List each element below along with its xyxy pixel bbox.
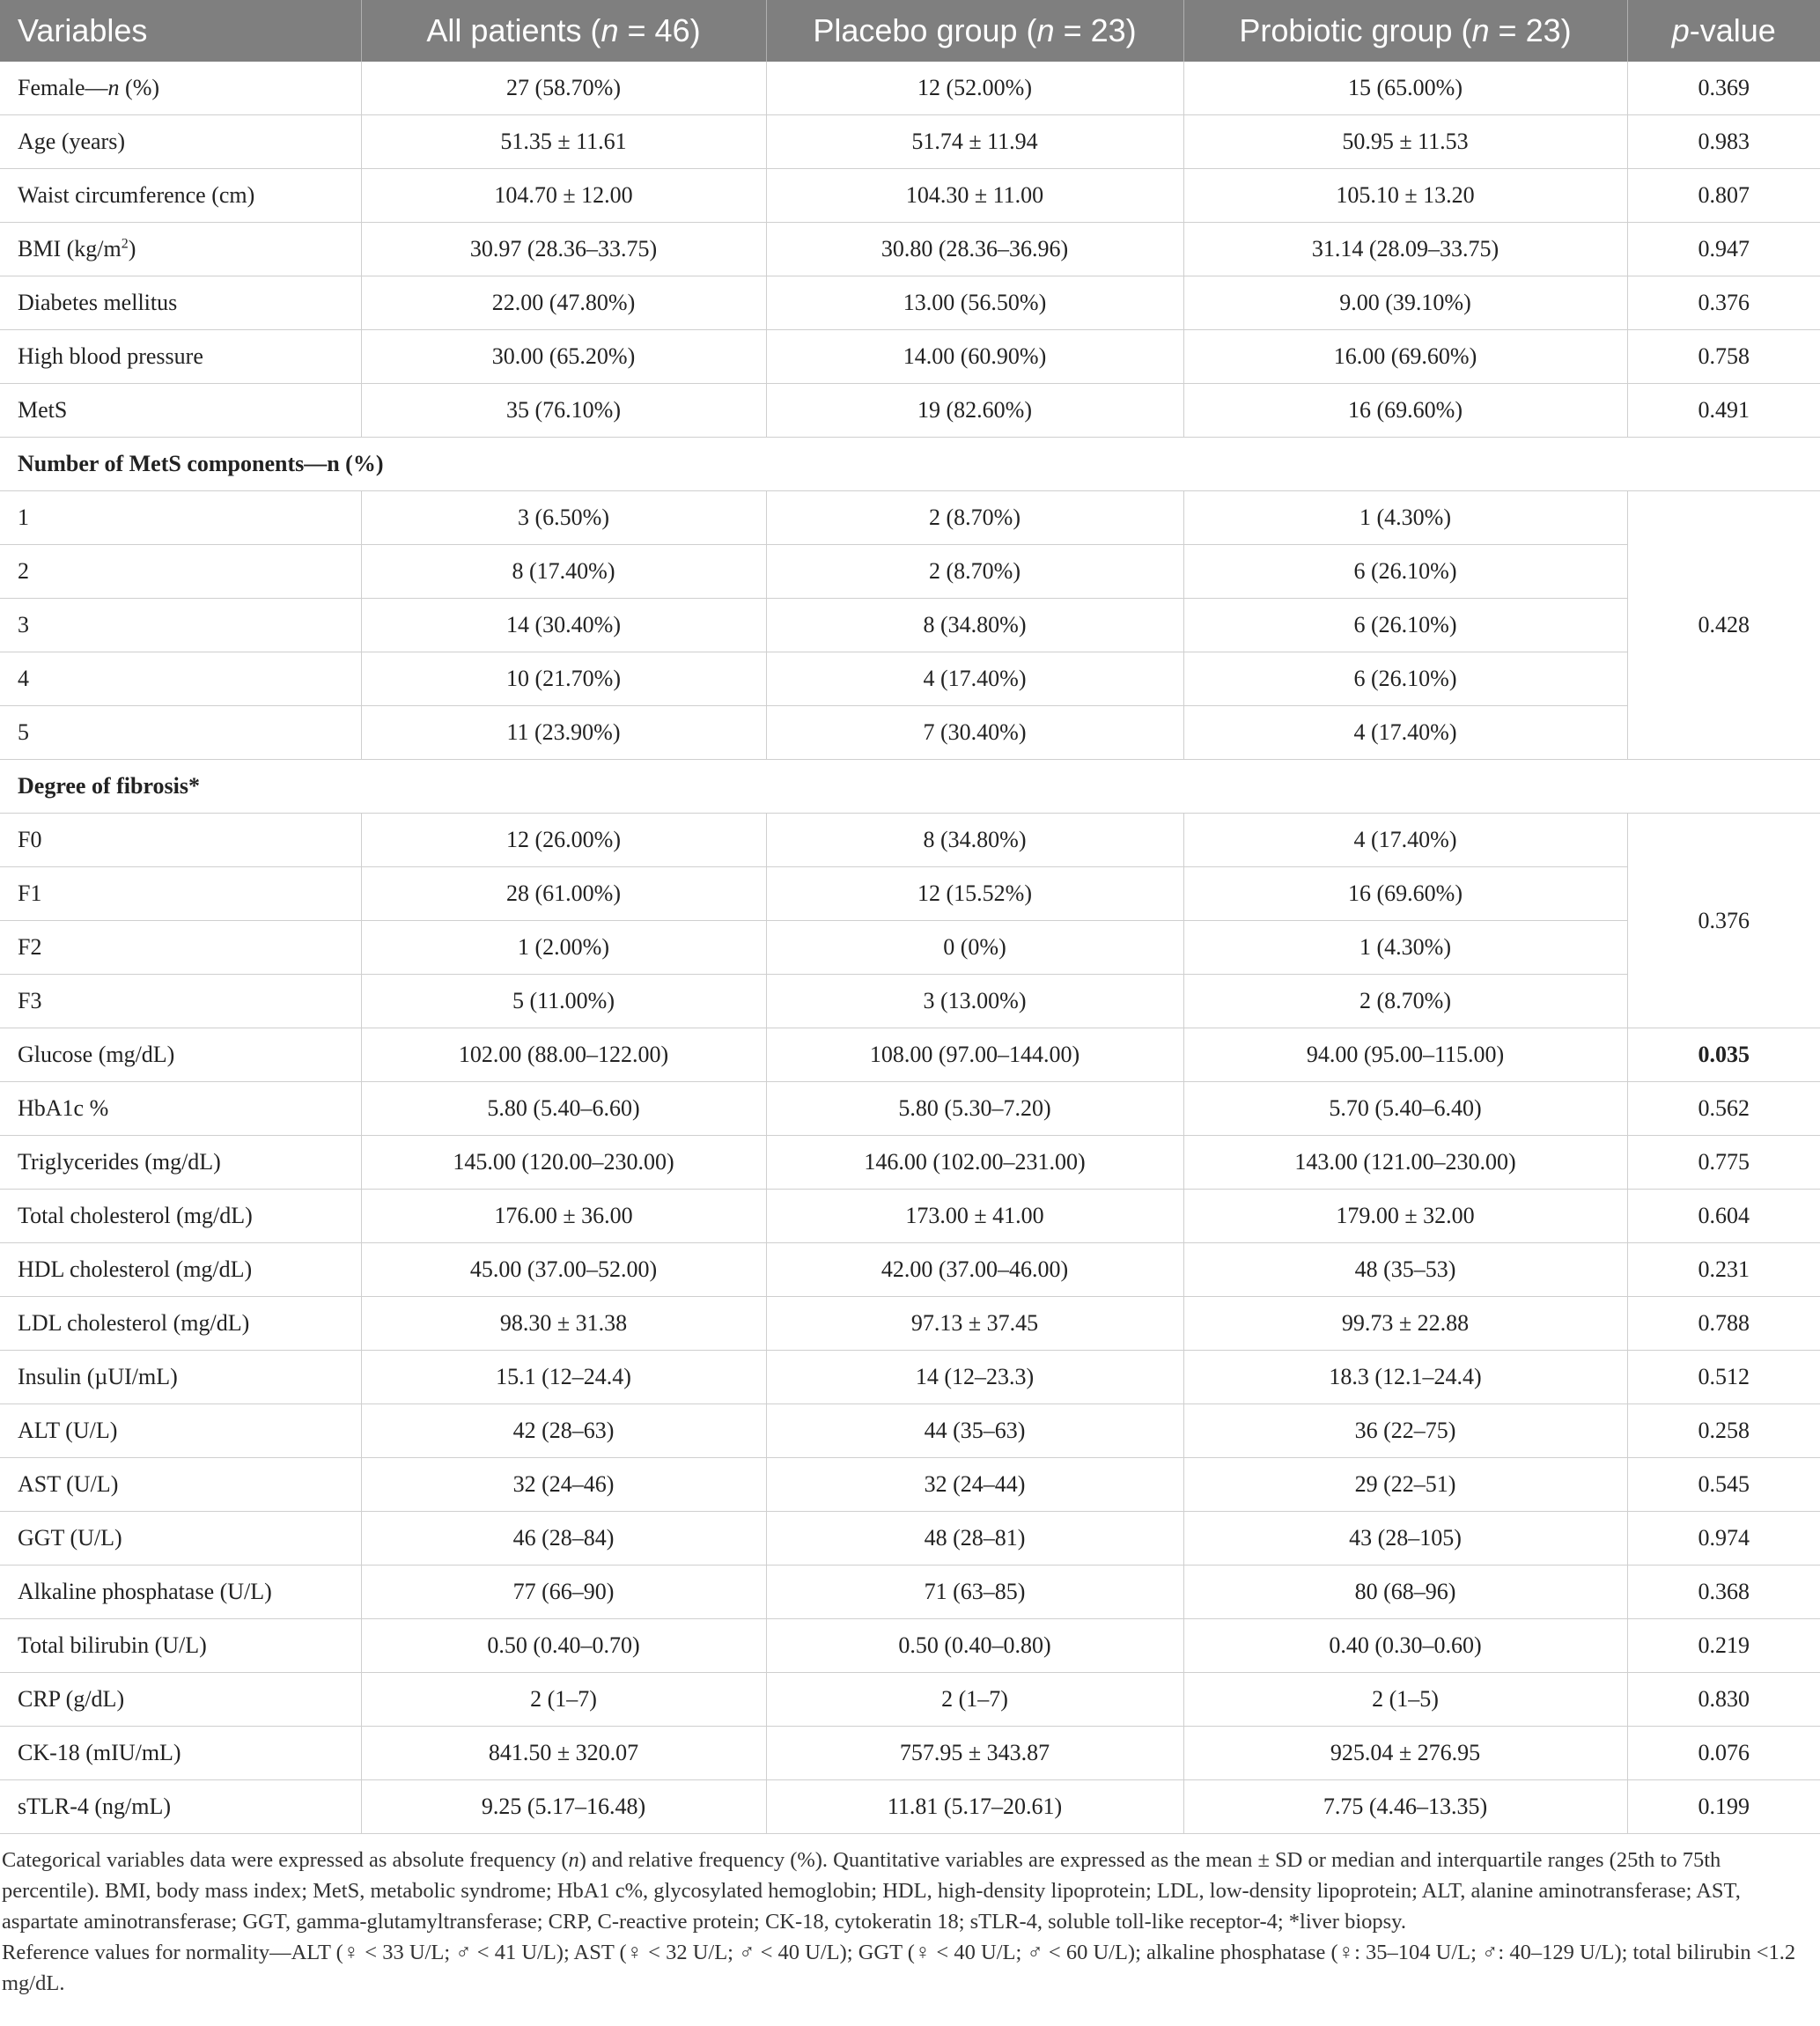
header-variables: Variables <box>0 0 361 62</box>
table-body <box>0 62 1820 1834</box>
cell-probiotic: 5.70 (5.40–6.40) <box>1183 1082 1627 1136</box>
cell-probiotic: 179.00 ± 32.00 <box>1183 1190 1627 1243</box>
variable-label: CRP (g/dL) <box>0 1673 361 1727</box>
variable-label: Total bilirubin (U/L) <box>0 1619 361 1673</box>
cell-placebo: 11.81 (5.17–20.61) <box>766 1780 1183 1834</box>
cell-probiotic: 4 (17.40%) <box>1183 814 1627 867</box>
cell-all-patients: 0.50 (0.40–0.70) <box>361 1619 766 1673</box>
cell-all-patients: 2 (1–7) <box>361 1673 766 1727</box>
cell-p-value: 0.830 <box>1627 1673 1820 1727</box>
cell-all-patients: 10 (21.70%) <box>361 652 766 706</box>
variable-label: AST (U/L) <box>0 1458 361 1512</box>
section-heading: Degree of fibrosis* <box>0 760 1820 814</box>
variable-label: HbA1c % <box>0 1082 361 1136</box>
cell-all-patients: 1 (2.00%) <box>361 921 766 975</box>
table-row <box>0 1028 1820 1082</box>
variable-label: 5 <box>0 706 361 760</box>
cell-p-value: 0.545 <box>1627 1458 1820 1512</box>
cell-p-value: 0.775 <box>1627 1136 1820 1190</box>
cell-placebo: 2 (8.70%) <box>766 545 1183 599</box>
variable-label: sTLR-4 (ng/mL) <box>0 1780 361 1834</box>
cell-p-value: 0.604 <box>1627 1190 1820 1243</box>
footnote-reference-values: Reference values for normality—ALT (♀ < 33 U/L; ♂ < 41 U/L); AST (♀ < 32 U/L; ♂ < 40 U/L); GGT (♀ < 40 U/L; ♂ < 60 U/L); alkaline phosphatase (♀: 35–104 U/L; ♂: 40–129 U/L); total bilirubin <1.2 mg/dL. <box>2 1941 1796 1995</box>
table-row <box>0 599 1820 652</box>
table-row <box>0 1566 1820 1619</box>
cell-probiotic: 6 (26.10%) <box>1183 599 1627 652</box>
table-row <box>0 975 1820 1028</box>
table-row <box>0 814 1820 867</box>
cell-placebo: 12 (15.52%) <box>766 867 1183 921</box>
footnote-abbreviations: Categorical variables data were expressed as absolute frequency (n) and relative frequency (%). Quantitative variables are expressed as the mean ± SD or median and interquartile ranges (25th to 75th percentile). BMI, body mass index; MetS, metabolic syndrome; HbA1 c%, glycosylated hemoglobin; HDL, high-density lipoprotein; LDL, low-density lipoprotein; ALT, alanine aminotransferase; AST, aspartate aminotransferase; GGT, gamma-glutamyltransferase; CRP, C-reactive protein; CK-18, cytokeratin 18; sTLR-4, soluble toll-like receptor-4; *liver biopsy. <box>2 1848 1741 1934</box>
table-row <box>0 1082 1820 1136</box>
cell-all-patients: 3 (6.50%) <box>361 491 766 545</box>
cell-p-value: 0.983 <box>1627 115 1820 169</box>
variable-label: F1 <box>0 867 361 921</box>
variable-label: ALT (U/L) <box>0 1404 361 1458</box>
table-row <box>0 1619 1820 1673</box>
cell-all-patients: 11 (23.90%) <box>361 706 766 760</box>
variable-label: 3 <box>0 599 361 652</box>
cell-all-patients: 51.35 ± 11.61 <box>361 115 766 169</box>
cell-probiotic: 1 (4.30%) <box>1183 921 1627 975</box>
variable-label: HDL cholesterol (mg/dL) <box>0 1243 361 1297</box>
cell-all-patients: 35 (76.10%) <box>361 384 766 438</box>
table-row <box>0 1136 1820 1190</box>
table-row <box>0 1243 1820 1297</box>
cell-p-value: 0.491 <box>1627 384 1820 438</box>
cell-probiotic: 48 (35–53) <box>1183 1243 1627 1297</box>
cell-p-value: 0.035 <box>1627 1028 1820 1082</box>
cell-placebo: 7 (30.40%) <box>766 706 1183 760</box>
cell-p-value: 0.974 <box>1627 1512 1820 1566</box>
table-row <box>0 545 1820 599</box>
header-probiotic-group: Probiotic group (n = 23) <box>1183 0 1627 62</box>
table-header <box>0 0 1820 62</box>
variable-label: Alkaline phosphatase (U/L) <box>0 1566 361 1619</box>
cell-probiotic: 1 (4.30%) <box>1183 491 1627 545</box>
table-row <box>0 1404 1820 1458</box>
cell-all-patients: 45.00 (37.00–52.00) <box>361 1243 766 1297</box>
table-row <box>0 491 1820 545</box>
cell-p-value: 0.947 <box>1627 223 1820 276</box>
cell-p-value: 0.376 <box>1627 814 1820 1028</box>
variable-label: Female—n (%) <box>0 62 361 115</box>
cell-all-patients: 30.97 (28.36–33.75) <box>361 223 766 276</box>
table-row <box>0 1190 1820 1243</box>
section-degree-of-fibrosis <box>0 760 1820 814</box>
cell-probiotic: 18.3 (12.1–24.4) <box>1183 1351 1627 1404</box>
table-row <box>0 384 1820 438</box>
cell-all-patients: 42 (28–63) <box>361 1404 766 1458</box>
cell-p-value: 0.258 <box>1627 1404 1820 1458</box>
cell-p-value: 0.512 <box>1627 1351 1820 1404</box>
cell-all-patients: 30.00 (65.20%) <box>361 330 766 384</box>
cell-placebo: 32 (24–44) <box>766 1458 1183 1512</box>
variable-label: 2 <box>0 545 361 599</box>
table-row <box>0 1727 1820 1780</box>
cell-placebo: 104.30 ± 11.00 <box>766 169 1183 223</box>
cell-p-value: 0.076 <box>1627 1727 1820 1780</box>
cell-all-patients: 28 (61.00%) <box>361 867 766 921</box>
cell-placebo: 146.00 (102.00–231.00) <box>766 1136 1183 1190</box>
variable-label: 1 <box>0 491 361 545</box>
cell-probiotic: 925.04 ± 276.95 <box>1183 1727 1627 1780</box>
cell-p-value: 0.369 <box>1627 62 1820 115</box>
variable-label: Triglycerides (mg/dL) <box>0 1136 361 1190</box>
variable-label: Diabetes mellitus <box>0 276 361 330</box>
cell-probiotic: 143.00 (121.00–230.00) <box>1183 1136 1627 1190</box>
cell-probiotic: 2 (8.70%) <box>1183 975 1627 1028</box>
variable-label: Age (years) <box>0 115 361 169</box>
cell-placebo: 2 (8.70%) <box>766 491 1183 545</box>
cell-placebo: 14.00 (60.90%) <box>766 330 1183 384</box>
cell-placebo: 173.00 ± 41.00 <box>766 1190 1183 1243</box>
table-row <box>0 169 1820 223</box>
cell-all-patients: 102.00 (88.00–122.00) <box>361 1028 766 1082</box>
cell-placebo: 0 (0%) <box>766 921 1183 975</box>
variable-label: BMI $(kg/m^2)$ <box>0 223 361 276</box>
table-row <box>0 1673 1820 1727</box>
cell-all-patients: 841.50 ± 320.07 <box>361 1727 766 1780</box>
cell-all-patients: 12 (26.00%) <box>361 814 766 867</box>
cell-probiotic: 50.95 ± 11.53 <box>1183 115 1627 169</box>
cell-placebo: 108.00 (97.00–144.00) <box>766 1028 1183 1082</box>
variable-label: High blood pressure <box>0 330 361 384</box>
cell-placebo: 12 (52.00%) <box>766 62 1183 115</box>
cell-all-patients: 27 (58.70%) <box>361 62 766 115</box>
cell-p-value: 0.807 <box>1627 169 1820 223</box>
cell-probiotic: 9.00 (39.10%) <box>1183 276 1627 330</box>
table-row <box>0 1512 1820 1566</box>
section-mets-components <box>0 438 1820 491</box>
table-row <box>0 921 1820 975</box>
cell-all-patients: 15.1 (12–24.4) <box>361 1351 766 1404</box>
cell-placebo: 2 (1–7) <box>766 1673 1183 1727</box>
header-placebo-group: Placebo group (n = 23) <box>766 0 1183 62</box>
cell-placebo: 48 (28–81) <box>766 1512 1183 1566</box>
cell-placebo: 44 (35–63) <box>766 1404 1183 1458</box>
table-row <box>0 330 1820 384</box>
cell-probiotic: 105.10 ± 13.20 <box>1183 169 1627 223</box>
variable-label: F2 <box>0 921 361 975</box>
cell-p-value: 0.219 <box>1627 1619 1820 1673</box>
variable-label: F0 <box>0 814 361 867</box>
cell-all-patients: 5.80 (5.40–6.60) <box>361 1082 766 1136</box>
cell-placebo: 71 (63–85) <box>766 1566 1183 1619</box>
variable-label: Total cholesterol (mg/dL) <box>0 1190 361 1243</box>
section-heading: Number of MetS components—n (%) <box>0 438 1820 491</box>
variable-label: 4 <box>0 652 361 706</box>
cell-placebo: 42.00 (37.00–46.00) <box>766 1243 1183 1297</box>
cell-all-patients: 145.00 (120.00–230.00) <box>361 1136 766 1190</box>
variable-label: Glucose (mg/dL) <box>0 1028 361 1082</box>
cell-probiotic: 6 (26.10%) <box>1183 545 1627 599</box>
cell-probiotic: 15 (65.00%) <box>1183 62 1627 115</box>
cell-probiotic: 80 (68–96) <box>1183 1566 1627 1619</box>
cell-probiotic: 29 (22–51) <box>1183 1458 1627 1512</box>
cell-all-patients: 77 (66–90) <box>361 1566 766 1619</box>
table-row <box>0 652 1820 706</box>
cell-p-value: 0.788 <box>1627 1297 1820 1351</box>
table-row <box>0 223 1820 276</box>
cell-probiotic: 2 (1–5) <box>1183 1673 1627 1727</box>
cell-placebo: 13.00 (56.50%) <box>766 276 1183 330</box>
cell-placebo: 4 (17.40%) <box>766 652 1183 706</box>
table-row <box>0 1297 1820 1351</box>
cell-all-patients: 8 (17.40%) <box>361 545 766 599</box>
cell-probiotic: 43 (28–105) <box>1183 1512 1627 1566</box>
cell-all-patients: 5 (11.00%) <box>361 975 766 1028</box>
cell-placebo: 97.13 ± 37.45 <box>766 1297 1183 1351</box>
cell-all-patients: 176.00 ± 36.00 <box>361 1190 766 1243</box>
cell-placebo: 19 (82.60%) <box>766 384 1183 438</box>
cell-placebo: 0.50 (0.40–0.80) <box>766 1619 1183 1673</box>
cell-probiotic: 94.00 (95.00–115.00) <box>1183 1028 1627 1082</box>
cell-probiotic: 6 (26.10%) <box>1183 652 1627 706</box>
cell-probiotic: 16.00 (69.60%) <box>1183 330 1627 384</box>
cell-probiotic: 36 (22–75) <box>1183 1404 1627 1458</box>
cell-all-patients: 9.25 (5.17–16.48) <box>361 1780 766 1834</box>
cell-p-value: 0.428 <box>1627 491 1820 760</box>
cell-p-value: 0.376 <box>1627 276 1820 330</box>
table-row <box>0 1780 1820 1834</box>
cell-p-value: 0.231 <box>1627 1243 1820 1297</box>
cell-probiotic: 16 (69.60%) <box>1183 867 1627 921</box>
table-row <box>0 867 1820 921</box>
variable-label: GGT (U/L) <box>0 1512 361 1566</box>
cell-placebo: 30.80 (28.36–36.96) <box>766 223 1183 276</box>
cell-placebo: 3 (13.00%) <box>766 975 1183 1028</box>
cell-all-patients: 22.00 (47.80%) <box>361 276 766 330</box>
header-all-patients: All patients (n = 46) <box>361 0 766 62</box>
cell-placebo: 51.74 ± 11.94 <box>766 115 1183 169</box>
table-row <box>0 1351 1820 1404</box>
cell-probiotic: 16 (69.60%) <box>1183 384 1627 438</box>
cell-p-value: 0.562 <box>1627 1082 1820 1136</box>
cell-p-value: 0.199 <box>1627 1780 1820 1834</box>
cell-all-patients: 32 (24–46) <box>361 1458 766 1512</box>
cell-probiotic: 7.75 (4.46–13.35) <box>1183 1780 1627 1834</box>
table-row <box>0 1458 1820 1512</box>
cell-all-patients: 98.30 ± 31.38 <box>361 1297 766 1351</box>
cell-probiotic: 31.14 (28.09–33.75) <box>1183 223 1627 276</box>
table-row <box>0 276 1820 330</box>
cell-placebo: 8 (34.80%) <box>766 814 1183 867</box>
cell-placebo: 757.95 ± 343.87 <box>766 1727 1183 1780</box>
cell-probiotic: 99.73 ± 22.88 <box>1183 1297 1627 1351</box>
cell-probiotic: 4 (17.40%) <box>1183 706 1627 760</box>
variable-label: F3 <box>0 975 361 1028</box>
variable-label: MetS <box>0 384 361 438</box>
cell-placebo: 14 (12–23.3) <box>766 1351 1183 1404</box>
table-row <box>0 115 1820 169</box>
cell-p-value: 0.758 <box>1627 330 1820 384</box>
cell-p-value: 0.368 <box>1627 1566 1820 1619</box>
cell-probiotic: 0.40 (0.30–0.60) <box>1183 1619 1627 1673</box>
cell-all-patients: 46 (28–84) <box>361 1512 766 1566</box>
cell-placebo: 8 (34.80%) <box>766 599 1183 652</box>
variable-label: CK-18 (mIU/mL) <box>0 1727 361 1780</box>
cell-placebo: 5.80 (5.30–7.20) <box>766 1082 1183 1136</box>
header-p-value: p-value <box>1627 0 1820 62</box>
cell-all-patients: 104.70 ± 12.00 <box>361 169 766 223</box>
table-footnote <box>0 1834 1820 1999</box>
variable-label: Insulin (µUI/mL) <box>0 1351 361 1404</box>
cell-all-patients: 14 (30.40%) <box>361 599 766 652</box>
table-row <box>0 62 1820 115</box>
table-row <box>0 706 1820 760</box>
variable-label: Waist circumference (cm) <box>0 169 361 223</box>
variable-label: LDL cholesterol (mg/dL) <box>0 1297 361 1351</box>
